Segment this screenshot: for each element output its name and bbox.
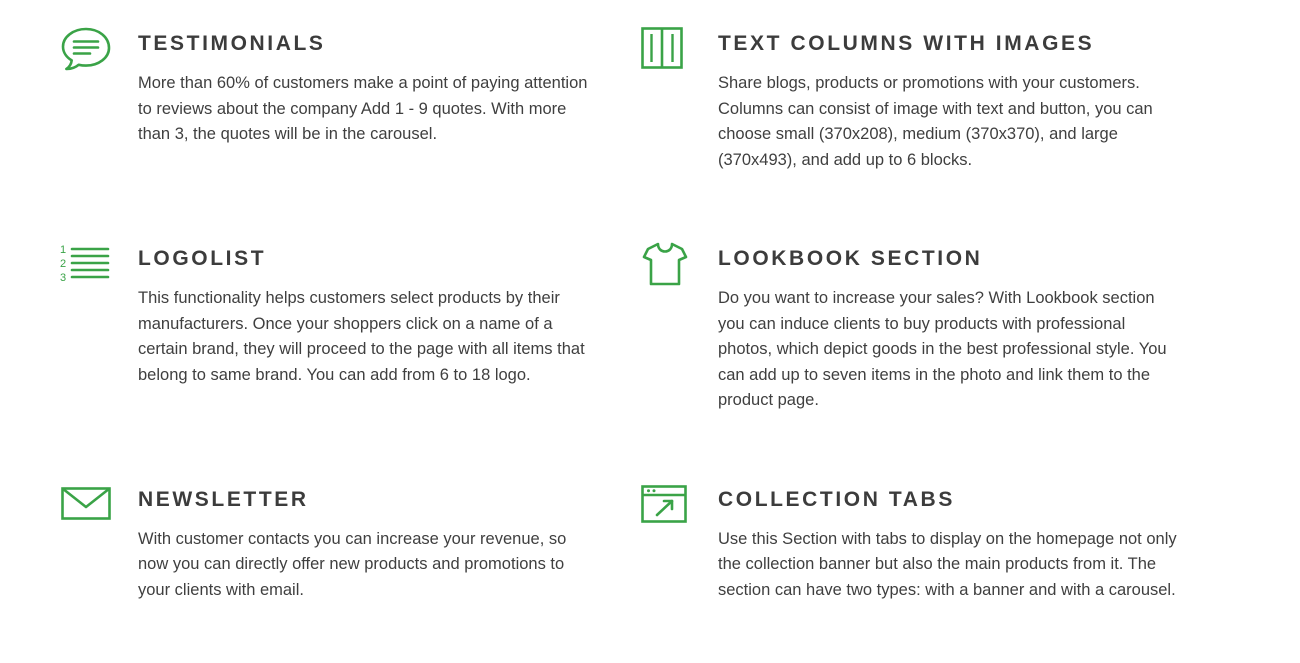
feature-title: TESTIMONIALS [138,32,326,55]
feature-body [718,474,1220,604]
svg-text:3: 3 [60,272,67,285]
feature-text: Do you want to increase your sales? With Lookbook section you can induce clients to buy products with professional photos, which depict goods in the best professional style. You can add up to seven items in the photo and link them to the product page. [718,289,1167,410]
svg-text:2: 2 [60,258,67,271]
collection-tabs-icon [640,474,718,526]
tshirt-icon [640,233,718,287]
feature-logolist [60,233,640,474]
feature-body [718,18,1220,173]
feature-testimonials [60,18,640,233]
feature-title: LOGOLIST [138,247,267,271]
feature-title: TEXT COLUMNS WITH IMAGES [718,32,1095,55]
svg-text:1: 1 [60,244,67,257]
feature-title: COLLECTION TABS [718,487,955,511]
feature-collection-tabs [640,474,1220,663]
feature-lookbook-section [640,233,1220,474]
numbered-list-icon [60,233,138,287]
feature-text: More than 60% of customers make a point of paying attention to reviews about the company Add 1 - 9 quotes. With more than 3, the quotes will be in the carousel. [138,74,588,144]
feature-body [138,474,640,604]
features-grid [60,18,1240,663]
speech-bubble-icon [60,18,138,72]
feature-title: NEWSLETTER [138,487,309,511]
feature-body [138,233,640,388]
feature-text-columns-with-images [640,18,1220,233]
feature-text: Share blogs, products or promotions with your customers. Columns can consist of image with text and button, you can choose small (370x208), medium (370x370), and large (370x493), and add up to 6 blocks. [718,74,1153,169]
feature-text: Use this Section with tabs to display on the homepage not only the collection banner but also the main products from it. The section can have two types: with a banner and with a carousel. [718,529,1177,599]
feature-newsletter [60,474,640,663]
feature-text: This functionality helps customers select products by their manufacturers. Once your shoppers click on a name of a certain brand, they will proceed to the page with all items that belong to same brand. You can add from 6 to 18 logo. [138,289,585,384]
feature-title: LOOKBOOK SECTION [718,247,983,271]
feature-body [718,233,1220,414]
two-columns-icon [640,18,718,72]
envelope-icon [60,474,138,522]
feature-body [138,18,640,148]
feature-text: With customer contacts you can increase your revenue, so now you can directly offer new products and promotions to your clients with email. [138,529,567,599]
